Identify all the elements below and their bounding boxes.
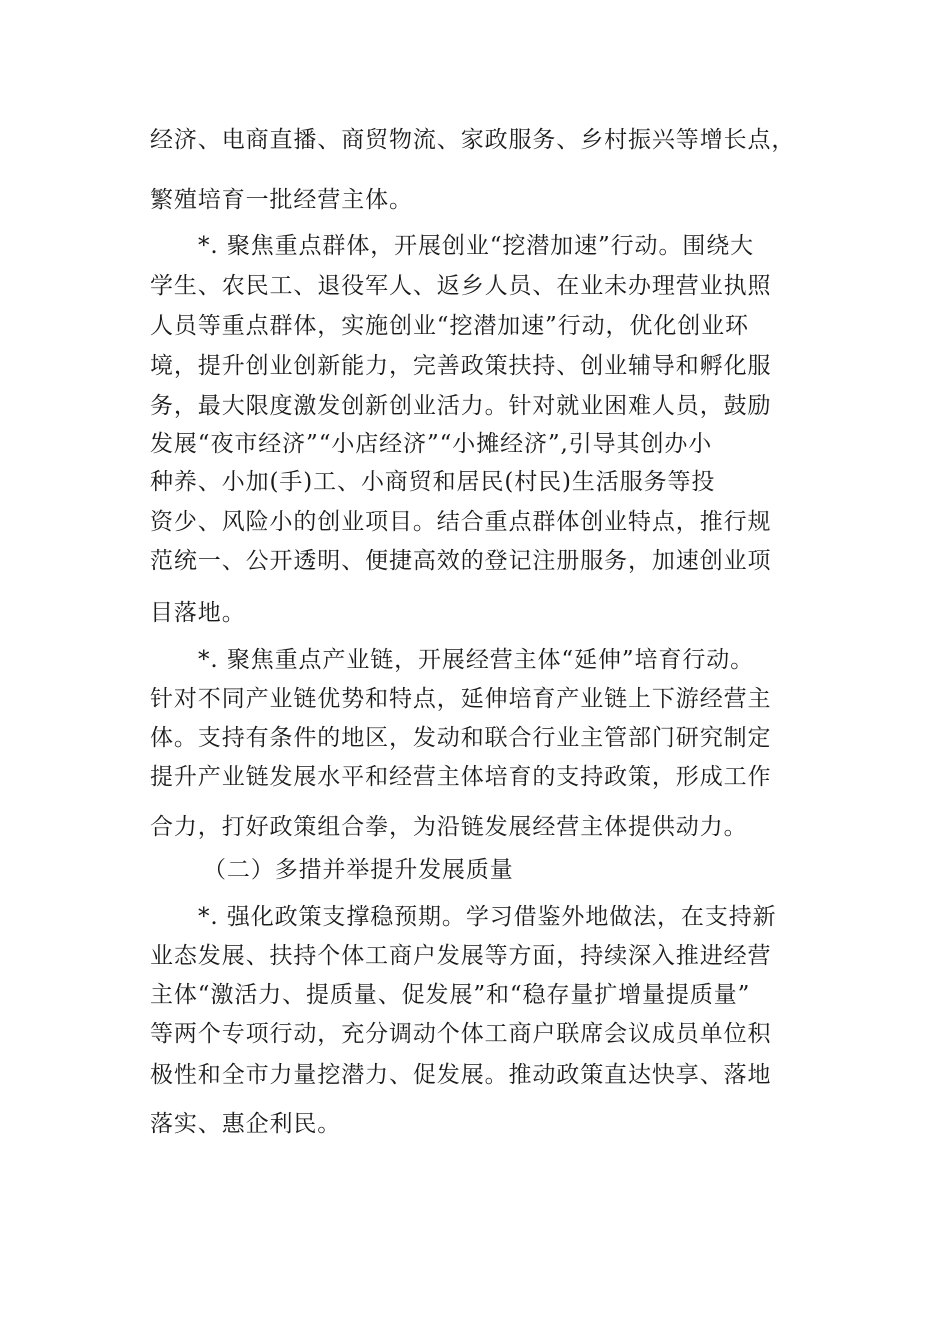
text-line: 种养、小加(手)工、小商贸和居民(村民)生活服务等投	[150, 469, 716, 495]
text-line: 学生、农民工、退役军人、返乡人员、在业未办理营业执照	[150, 273, 772, 299]
text-line: 经济、电商直播、商贸物流、家政服务、乡村振兴等增长点，	[150, 127, 796, 153]
text-line: 体。支持有条件的地区，发动和联合行业主管部门研究制定	[150, 725, 772, 751]
text-line: 境，提升创业创新能力，完善政策扶持、创业辅导和孵化服	[150, 353, 772, 379]
text-line: 资少、风险小的创业项目。结合重点群体创业特点，推行规	[150, 509, 772, 535]
text-line: 合力，打好政策组合拳，为沿链发展经营主体提供动力。	[150, 814, 748, 840]
text-line: *. 聚焦重点群体，开展创业“挖潜加速”行动。围绕大	[198, 233, 755, 259]
text-line: 提升产业链发展水平和经营主体培育的支持政策，形成工作	[150, 764, 772, 790]
text-line: 务，最大限度激发创新创业活力。针对就业困难人员，鼓励	[150, 393, 772, 419]
text-line: 极性和全市力量挖潜力、促发展。推动政策直达快享、落地	[150, 1062, 772, 1088]
text-line: *. 强化政策支撑稳预期。学习借鉴外地做法，在支持新	[198, 904, 777, 930]
text-line: 范统一、公开透明、便捷高效的登记注册服务，加速创业项	[150, 548, 772, 574]
text-line: 业态发展、扶持个体工商户发展等方面，持续深入推进经营	[150, 943, 772, 969]
text-line: 人员等重点群体，实施创业“挖潜加速”行动，优化创业环	[150, 313, 749, 339]
section-heading: （二）多措并举提升发展质量	[203, 857, 514, 883]
text-line: 发展“夜市经济”“小店经济”“小摊经济”,引导其创办小	[150, 431, 713, 457]
text-line: 主体“激活力、提质量、促发展”和“稳存量扩增量提质量”	[150, 982, 751, 1008]
text-line: *. 聚焦重点产业链，开展经营主体“延伸”培育行动。	[198, 647, 755, 673]
text-line: 针对不同产业链优势和特点，延伸培育产业链上下游经营主	[150, 686, 772, 712]
text-line: 繁殖培育一批经营主体。	[150, 187, 413, 213]
text-line: 目落地。	[150, 600, 246, 626]
text-line: 等两个专项行动，充分调动个体工商户联席会议成员单位积	[150, 1021, 772, 1047]
text-line: 落实、惠企利民。	[150, 1111, 342, 1137]
